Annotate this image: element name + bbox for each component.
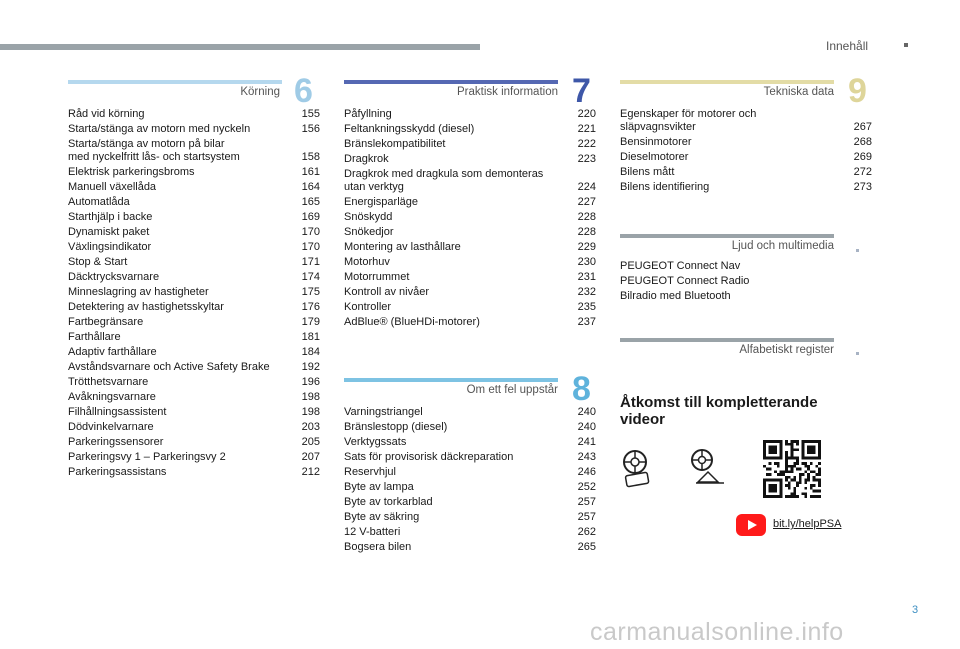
- toc-entry-label: Kontroll av nivåer: [344, 285, 429, 298]
- wheel-jack-icon: [688, 448, 728, 488]
- toc-entry-page: 170: [301, 225, 320, 238]
- toc-entry[interactable]: [344, 271, 596, 286]
- toc-entry-page: 198: [301, 390, 320, 403]
- list-item[interactable]: PEUGEOT Connect Radio: [620, 275, 750, 287]
- toc-entry-page: 207: [301, 450, 320, 463]
- toc-entry-label: Dragkrok: [344, 153, 389, 165]
- section-title: Körning: [240, 86, 280, 98]
- toc-entry-label: Farthållare: [68, 330, 121, 343]
- section-alfabetiskt-header: [620, 338, 834, 358]
- toc-entry[interactable]: [344, 526, 596, 541]
- toc-entry-page: 235: [577, 300, 596, 313]
- toc-entry-page: 175: [301, 285, 320, 298]
- toc-entry-label: Kontroller: [344, 300, 392, 313]
- section-bar: [344, 80, 558, 84]
- toc-entry-label: Detektering av hastighetsskyltar: [68, 300, 224, 313]
- toc-entry-page: 176: [301, 300, 320, 313]
- toc-entry[interactable]: [68, 286, 320, 301]
- watermark: carmanualsonline.info: [590, 618, 844, 646]
- section-bullet: [856, 352, 859, 355]
- toc-entry-page: 231: [577, 270, 596, 283]
- toc-entry-label: Bogsera bilen: [344, 541, 412, 553]
- toc-entry[interactable]: [620, 166, 872, 181]
- toc-entry[interactable]: [68, 421, 320, 436]
- toc-entry-page: 192: [301, 360, 320, 373]
- section-bullet: [856, 249, 859, 252]
- toc-entry-label: Trötthetsvarnare: [68, 375, 149, 388]
- toc-entry-page: 165: [301, 195, 320, 208]
- section-korning-header: [68, 72, 316, 110]
- toc-entry-page: 241: [577, 436, 596, 448]
- toc-entry[interactable]: [68, 346, 320, 361]
- toc-list-fel: [344, 406, 596, 556]
- toc-entry-page: 221: [577, 123, 596, 135]
- toc-entry-page: 273: [853, 180, 872, 193]
- toc-list-korning: [68, 108, 320, 481]
- section-title: Alfabetiskt register: [739, 344, 834, 356]
- toc-entry[interactable]: [344, 466, 596, 481]
- toc-list-tekniska: [620, 108, 872, 196]
- section-bar: [344, 378, 558, 382]
- toc-entry-label: Fartbegränsare: [68, 315, 144, 328]
- toc-entry-page: 184: [301, 345, 320, 358]
- toc-entry-page: 237: [577, 315, 596, 328]
- toc-entry[interactable]: [68, 376, 320, 391]
- section-fel-header: [344, 370, 596, 408]
- toc-entry[interactable]: [344, 211, 596, 226]
- toc-entry-label: Reservhjul: [344, 466, 396, 478]
- toc-entry[interactable]: [620, 181, 872, 196]
- toc-entry-label: Energisparläge: [344, 195, 418, 208]
- toc-entry[interactable]: [68, 316, 320, 331]
- toc-entry[interactable]: [68, 138, 320, 166]
- section-ljud-header: [620, 234, 834, 254]
- toc-entry[interactable]: [68, 406, 320, 421]
- header-bullet: [904, 43, 908, 47]
- toc-entry[interactable]: [344, 241, 596, 256]
- toc-entry-label: Påfyllning: [344, 108, 392, 120]
- toc-entry[interactable]: [344, 541, 596, 556]
- toc-entry-page: 268: [853, 135, 872, 148]
- toc-entry-page: 174: [301, 270, 320, 283]
- toc-entry-label: Byte av säkring: [344, 511, 420, 523]
- toc-entry[interactable]: [68, 436, 320, 451]
- toc-entry-page: 227: [577, 195, 596, 208]
- list-item[interactable]: Bilradio med Bluetooth: [620, 290, 731, 302]
- toc-entry-page: 257: [577, 496, 596, 508]
- section-title: Praktisk information: [457, 86, 558, 98]
- toc-entry[interactable]: [344, 496, 596, 511]
- section-bar: [68, 80, 282, 84]
- toc-entry-label: Motorhuv: [344, 255, 390, 268]
- toc-entry[interactable]: [344, 316, 596, 331]
- toc-entry-label: Snöskydd: [344, 210, 393, 223]
- toc-entry-page: 240: [577, 421, 596, 433]
- toc-entry-page: 265: [577, 541, 596, 553]
- toc-entry-label: Dragkrok med dragkula som demonteras utan verktyg: [344, 168, 544, 193]
- section-praktisk-header: [344, 72, 596, 110]
- toc-entry-page: 223: [577, 153, 596, 165]
- toc-entry[interactable]: [68, 108, 320, 123]
- toc-entry-label: Manuell växellåda: [68, 180, 157, 193]
- toc-entry[interactable]: [68, 391, 320, 406]
- toc-entry-label: Avåkningsvarnare: [68, 390, 156, 403]
- toc-entry-page: 272: [853, 165, 872, 178]
- toc-entry-page: 229: [577, 240, 596, 253]
- toc-entry-page: 228: [577, 210, 596, 223]
- toc-entry[interactable]: [68, 451, 320, 466]
- toc-entry-label: Bilens identifiering: [620, 180, 710, 193]
- toc-entry-page: 158: [301, 150, 320, 163]
- youtube-icon[interactable]: [736, 514, 766, 536]
- toc-entry[interactable]: [68, 181, 320, 196]
- toc-entry[interactable]: [68, 466, 320, 481]
- toc-entry[interactable]: [68, 226, 320, 241]
- toc-entry[interactable]: [344, 138, 596, 153]
- toc-entry-page: 196: [301, 375, 320, 388]
- toc-entry-label: Snökedjor: [344, 225, 394, 238]
- toc-entry[interactable]: [344, 436, 596, 451]
- section-bar: [620, 234, 834, 238]
- toc-entry-label: AdBlue® (BlueHDi-motorer): [344, 315, 480, 328]
- toc-entry[interactable]: [344, 481, 596, 496]
- toc-entry-page: 155: [301, 108, 320, 120]
- toc-entry-label: Avståndsvarnare och Active Safety Brake: [68, 360, 270, 373]
- toc-entry-label: Stop & Start: [68, 255, 128, 268]
- toc-entry-label: Verktygssats: [344, 436, 407, 448]
- section-bar: [620, 338, 834, 342]
- toc-entry-label: Automatlåda: [68, 195, 130, 208]
- toc-entry-label: Dödvinkelvarnare: [68, 420, 154, 433]
- toc-entry-label: Starthjälp i backe: [68, 210, 153, 223]
- toc-entry-label: Bilens mått: [620, 165, 675, 178]
- toc-entry[interactable]: [344, 153, 596, 168]
- toc-entry-label: Bensinmotorer: [620, 135, 692, 148]
- toc-entry[interactable]: [620, 136, 872, 151]
- videos-heading: Åtkomst till kompletterande videor: [620, 394, 818, 428]
- toc-entry[interactable]: [68, 361, 320, 376]
- toc-entry[interactable]: [344, 108, 596, 123]
- section-title: Ljud och multimedia: [731, 240, 834, 252]
- toc-entry[interactable]: [620, 151, 872, 166]
- toc-entry-label: Parkeringssensorer: [68, 435, 164, 448]
- section-number: 6: [294, 72, 313, 110]
- toc-entry-page: 240: [577, 406, 596, 418]
- page-number: 3: [912, 604, 919, 616]
- toc-entry-page: 198: [301, 405, 320, 418]
- toc-entry-page: 230: [577, 255, 596, 268]
- section-tekniska-header: [620, 72, 872, 110]
- toc-entry-page: 171: [301, 255, 320, 268]
- toc-entry[interactable]: [344, 168, 596, 196]
- toc-entry-page: 232: [577, 285, 596, 298]
- toc-entry-page: 222: [577, 138, 596, 150]
- toc-entry-page: 164: [301, 180, 320, 193]
- toc-entry[interactable]: [68, 331, 320, 346]
- toc-entry-label: Bränslestopp (diesel): [344, 421, 448, 433]
- wheel-tablet-icon: [620, 448, 660, 488]
- toc-entry-page: 203: [301, 420, 320, 433]
- toc-entry[interactable]: [68, 196, 320, 211]
- section-title: Tekniska data: [763, 86, 834, 98]
- qr-code-icon: [762, 440, 822, 498]
- section-number: 7: [572, 72, 591, 110]
- toc-entry[interactable]: [344, 301, 596, 316]
- toc-entry-label: Råd vid körning: [68, 108, 145, 120]
- toc-entry[interactable]: [344, 123, 596, 138]
- toc-entry[interactable]: [68, 123, 320, 138]
- section-bar: [620, 80, 834, 84]
- toc-entry-label: Sats för provisorisk däckreparation: [344, 451, 514, 463]
- toc-entry-page: 169: [301, 210, 320, 223]
- toc-entry-page: 220: [577, 108, 596, 120]
- toc-entry-label: Filhållningsassistent: [68, 405, 167, 418]
- toc-entry-label: Motorrummet: [344, 270, 410, 283]
- toc-entry-page: 205: [301, 435, 320, 448]
- toc-entry-label: Starta/stänga av motorn på bilar med nyckelfritt lås- och startsystem: [68, 138, 240, 163]
- toc-entry-page: 181: [301, 330, 320, 343]
- toc-entry[interactable]: [68, 241, 320, 256]
- list-ljud: [620, 260, 850, 305]
- toc-entry-label: Minneslagring av hastigheter: [68, 285, 209, 298]
- toc-entry[interactable]: [68, 301, 320, 316]
- toc-entry-page: 269: [853, 150, 872, 163]
- toc-entry[interactable]: [68, 211, 320, 226]
- section-number: 8: [572, 370, 591, 408]
- toc-entry-page: 246: [577, 466, 596, 478]
- toc-entry-page: 212: [301, 465, 320, 478]
- toc-entry-page: 243: [577, 451, 596, 463]
- video-link[interactable]: bit.ly/helpPSA: [773, 518, 842, 530]
- top-progress-bar: [0, 44, 480, 50]
- toc-entry[interactable]: [344, 511, 596, 526]
- toc-entry-page: 267: [853, 120, 872, 133]
- toc-entry-label: Elektrisk parkeringsbroms: [68, 165, 195, 178]
- toc-entry[interactable]: [344, 226, 596, 241]
- toc-entry-page: 161: [301, 165, 320, 178]
- toc-entry-label: Däcktrycksvarnare: [68, 270, 160, 283]
- toc-entry-label: Parkeringsvy 1 – Parkeringsvy 2: [68, 450, 226, 463]
- toc-entry-label: Växlingsindikator: [68, 240, 152, 253]
- toc-entry[interactable]: [68, 271, 320, 286]
- toc-entry-label: Byte av torkarblad: [344, 496, 433, 508]
- toc-entry[interactable]: [344, 421, 596, 436]
- toc-entry-page: 257: [577, 511, 596, 523]
- toc-entry[interactable]: [620, 108, 872, 136]
- toc-entry-page: 224: [577, 180, 596, 193]
- toc-list-praktisk: [344, 108, 596, 331]
- toc-entry-label: Varningstriangel: [344, 406, 423, 418]
- toc-entry-page: 252: [577, 481, 596, 493]
- toc-entry-page: 262: [577, 526, 596, 538]
- toc-entry-label: Byte av lampa: [344, 481, 414, 493]
- toc-entry-page: 170: [301, 240, 320, 253]
- toc-entry[interactable]: [344, 451, 596, 466]
- toc-entry-label: Dynamiskt paket: [68, 225, 150, 238]
- toc-entry[interactable]: [68, 166, 320, 181]
- toc-entry-page: 228: [577, 225, 596, 238]
- toc-entry-label: 12 V-batteri: [344, 526, 401, 538]
- toc-entry[interactable]: [344, 256, 596, 271]
- page-header-title: Innehåll: [826, 39, 869, 53]
- toc-entry-label: Starta/stänga av motorn med nyckeln: [68, 123, 251, 135]
- toc-entry-label: Parkeringsassistans: [68, 465, 167, 478]
- toc-entry-label: Bränslekompatibilitet: [344, 138, 446, 150]
- toc-entry-label: Dieselmotorer: [620, 150, 689, 163]
- toc-entry[interactable]: [344, 406, 596, 421]
- toc-entry[interactable]: [344, 286, 596, 301]
- section-title: Om ett fel uppstår: [466, 384, 558, 396]
- toc-entry-page: 156: [301, 123, 320, 135]
- toc-entry-label: Feltankningsskydd (diesel): [344, 123, 475, 135]
- toc-entry-label: Adaptiv farthållare: [68, 345, 157, 358]
- section-number: 9: [848, 72, 867, 110]
- list-item[interactable]: PEUGEOT Connect Nav: [620, 260, 741, 272]
- toc-entry-page: 179: [301, 315, 320, 328]
- toc-entry[interactable]: [344, 196, 596, 211]
- toc-entry-label: Montering av lasthållare: [344, 240, 461, 253]
- toc-entry-label: Egenskaper för motorer och släpvagnsvikter: [620, 108, 757, 133]
- toc-entry[interactable]: [68, 256, 320, 271]
